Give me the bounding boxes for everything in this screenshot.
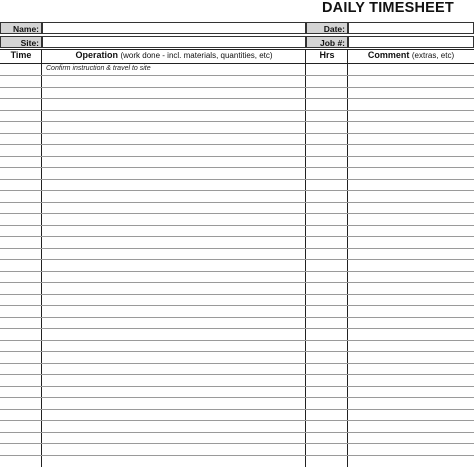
row-line bbox=[0, 98, 474, 99]
row-line bbox=[0, 236, 474, 237]
column-header-time: Time bbox=[10, 50, 32, 60]
row-line bbox=[0, 351, 474, 352]
name-label: Name: bbox=[0, 22, 42, 34]
row-line bbox=[0, 386, 474, 387]
row-line bbox=[0, 190, 474, 191]
row-line bbox=[0, 282, 474, 283]
row-line bbox=[0, 409, 474, 410]
row-line bbox=[0, 455, 474, 456]
row-line bbox=[0, 294, 474, 295]
column-divider bbox=[347, 49, 348, 467]
row-line bbox=[0, 432, 474, 433]
entry-row-operation[interactable]: Confirm instruction & travel to site bbox=[46, 65, 151, 72]
row-line bbox=[0, 317, 474, 318]
date-field[interactable] bbox=[348, 22, 474, 34]
row-line bbox=[0, 328, 474, 329]
row-line bbox=[0, 443, 474, 444]
column-divider bbox=[305, 49, 306, 467]
row-line bbox=[0, 75, 474, 76]
site-label: Site: bbox=[0, 36, 42, 48]
row-line bbox=[0, 202, 474, 203]
row-line bbox=[0, 305, 474, 306]
comment-header-label: Comment bbox=[367, 50, 410, 60]
row-line bbox=[0, 167, 474, 168]
row-line bbox=[0, 340, 474, 341]
column-header-comment bbox=[348, 49, 474, 63]
row-line bbox=[0, 179, 474, 180]
row-line bbox=[0, 271, 474, 272]
row-line bbox=[0, 248, 474, 249]
row-line bbox=[0, 87, 474, 88]
name-field[interactable] bbox=[42, 22, 306, 34]
operation-header-note: (work done - incl. materials, quantities, etc) bbox=[120, 51, 273, 60]
row-line bbox=[0, 156, 474, 157]
row-line bbox=[0, 133, 474, 134]
row-line bbox=[0, 63, 474, 64]
row-line bbox=[0, 259, 474, 260]
column-header-operation bbox=[42, 49, 306, 63]
row-line bbox=[0, 121, 474, 122]
column-divider bbox=[41, 49, 42, 467]
row-line bbox=[0, 363, 474, 364]
row-line bbox=[0, 49, 474, 50]
row-line bbox=[0, 374, 474, 375]
column-header-hrs: Hrs bbox=[319, 50, 335, 60]
comment-header-note: (extras, etc) bbox=[411, 51, 455, 60]
page-title: DAILY TIMESHEET bbox=[322, 0, 454, 16]
operation-header-label: Operation bbox=[75, 50, 118, 60]
row-line bbox=[0, 420, 474, 421]
row-line bbox=[0, 213, 474, 214]
row-line bbox=[0, 397, 474, 398]
site-field[interactable] bbox=[42, 36, 306, 48]
job-number-label: Job #: bbox=[306, 36, 348, 48]
row-line bbox=[0, 225, 474, 226]
job-number-field[interactable] bbox=[348, 36, 474, 48]
row-line bbox=[0, 110, 474, 111]
row-line bbox=[0, 144, 474, 145]
date-label: Date: bbox=[306, 22, 348, 34]
